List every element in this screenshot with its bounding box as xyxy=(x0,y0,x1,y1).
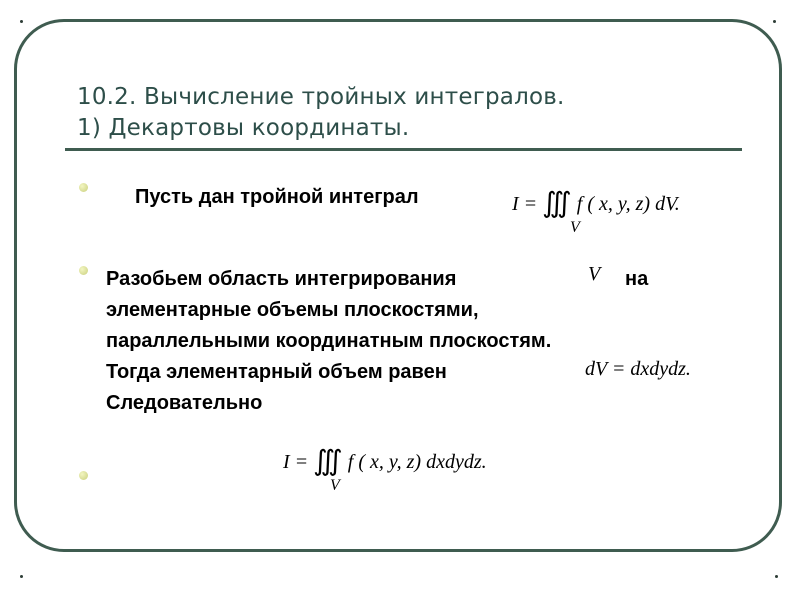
formula3-domain: V xyxy=(330,477,340,494)
triple-integral-icon: ∭ xyxy=(313,446,337,477)
inline-domain-v: V xyxy=(588,263,601,285)
formula1-domain: V xyxy=(570,219,580,236)
triple-integral-icon: ∭ xyxy=(542,188,566,219)
formula3-lhs: I = xyxy=(283,451,309,473)
formula1-lhs: I = xyxy=(512,193,538,215)
bullet-dot-icon xyxy=(79,183,88,192)
bullet2-line: элементарные объемы плоскостями, xyxy=(106,299,479,321)
bullet2-line: параллельными координатным плоскостям. xyxy=(106,330,552,352)
bullet2-text xyxy=(106,264,551,419)
title-divider xyxy=(65,148,742,151)
bullet-dot-icon xyxy=(79,471,88,480)
slide-title xyxy=(77,82,565,144)
formula-dv: dV = dxdydz. xyxy=(585,358,691,380)
corner-dot xyxy=(20,20,23,23)
formula3-body: f ( x, y, z) dxdydz. xyxy=(347,451,487,473)
corner-dot xyxy=(775,575,778,578)
corner-dot xyxy=(773,20,776,23)
bullet-dot-icon xyxy=(79,266,88,275)
bullet2-line: Разобьем область интегрирования xyxy=(106,268,457,290)
formula1-body: f ( x, y, z) dV. xyxy=(576,193,680,215)
slide-title-line1: 10.2. Вычисление тройных интегралов. xyxy=(77,84,565,110)
bullet1-text: Пусть дан тройной интеграл xyxy=(135,186,419,208)
corner-dot xyxy=(20,575,23,578)
slide-title-line2: 1) Декартовы координаты. xyxy=(77,115,410,141)
bullet2-line: Тогда элементарный объем равен xyxy=(106,361,447,383)
formula-triple-integral-expanded xyxy=(283,442,487,476)
bullet2-line: Следовательно xyxy=(106,392,263,414)
formula-triple-integral xyxy=(512,184,680,218)
bullet2-line1-suffix: на xyxy=(625,268,649,290)
